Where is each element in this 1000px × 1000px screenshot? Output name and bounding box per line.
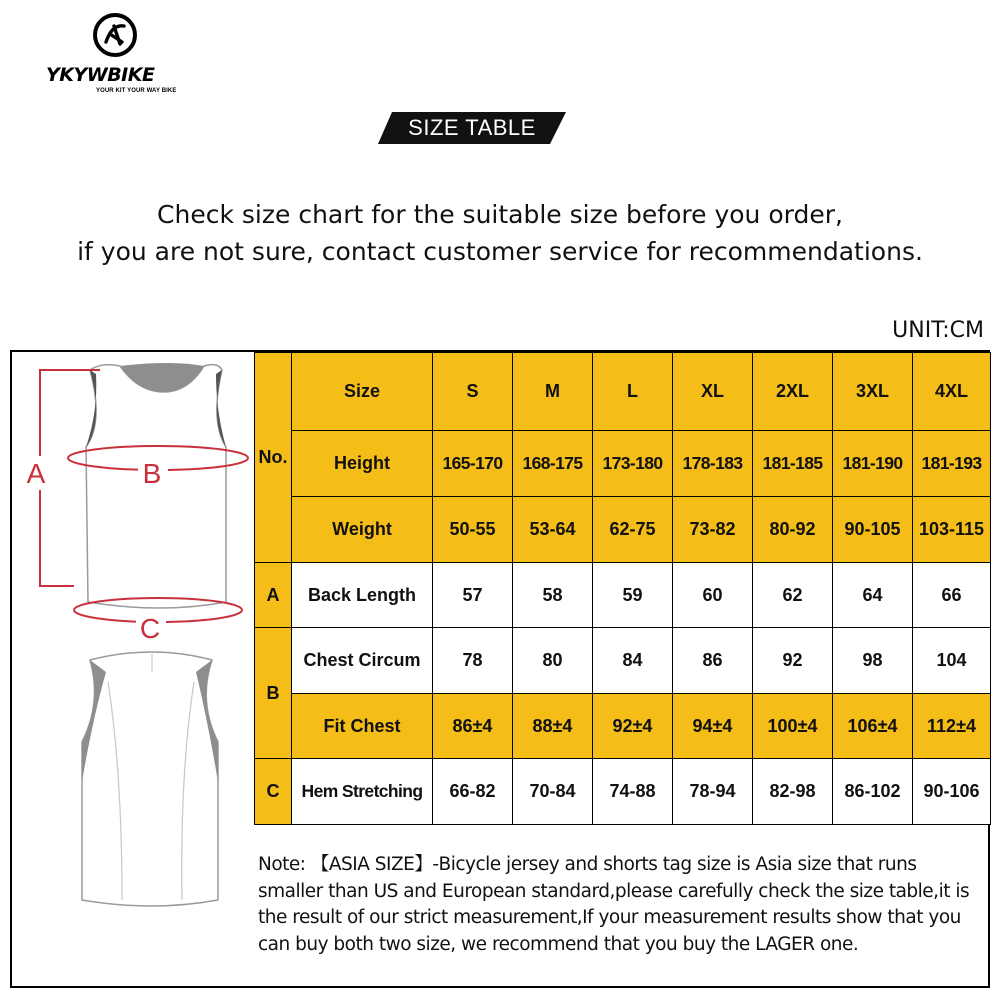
table-cell: 86 [673,628,753,694]
table-cell: 66-82 [433,759,513,825]
table-row-hem-stretching [255,759,991,825]
table-cell: 70-84 [513,759,593,825]
table-cell: 181-185 [753,431,833,497]
size-4xl: 4XL [913,353,991,431]
table-cell: 168-175 [513,431,593,497]
size-l: L [593,353,673,431]
size-s: S [433,353,513,431]
label-b: B [142,458,162,489]
label-c: C [139,613,161,644]
size-table [254,352,991,825]
table-cell: 92±4 [593,694,673,759]
table-cell: 88±4 [513,694,593,759]
note-line-4: can buy both two size, we recommend that you buy the LAGER one. [258,933,859,955]
table-cell: 90-106 [913,759,991,825]
table-cell: 80-92 [753,497,833,563]
table-row-height [255,431,991,497]
table-cell: 104 [913,628,991,694]
table-row-back-length [255,563,991,628]
table-cell: 173-180 [593,431,673,497]
table-cell: 112±4 [913,694,991,759]
table-cell: 59 [593,563,673,628]
table-cell: 84 [593,628,673,694]
row-label: Weight [292,497,433,563]
size-table-banner [378,112,566,144]
table-cell: 181-193 [913,431,991,497]
group-label-b: B [255,628,292,759]
brand-tagline: YOUR KIT YOUR WAY BIKE [96,88,177,94]
size-m: M [513,353,593,431]
bicycle-logo-icon [92,12,138,58]
row-label: Fit Chest [292,694,433,759]
size-3xl: 3XL [833,353,913,431]
intro-line-2: if you are not sure, contact customer service for recommendations. [77,237,923,266]
table-cell: 80 [513,628,593,694]
table-cell: 178-183 [673,431,753,497]
asia-size-note [258,852,984,958]
table-cell: 98 [833,628,913,694]
table-cell: 73-82 [673,497,753,563]
table-cell: 78 [433,628,513,694]
table-cell: 64 [833,563,913,628]
unit-label: UNIT:CM [892,318,984,343]
intro-line-1: Check size chart for the suitable size before you order, [157,200,843,229]
table-cell: 57 [433,563,513,628]
table-cell: 92 [753,628,833,694]
table-row-chest-circum [255,628,991,694]
group-label-a: A [255,563,292,628]
table-cell: 90-105 [833,497,913,563]
table-header-row [255,353,991,431]
table-cell: 165-170 [433,431,513,497]
row-label: Chest Circum [292,628,433,694]
size-xl: XL [673,353,753,431]
table-cell: 50-55 [433,497,513,563]
table-cell: 62 [753,563,833,628]
jersey-measurement-figure [12,352,252,986]
note-line-3: the result of our strict measurement,If your measurement results show that you [258,907,961,928]
brand-name: YKYWBIKE [46,64,155,86]
table-cell: 106±4 [833,694,913,759]
size-2xl: 2XL [753,353,833,431]
note-line-1: Note: 【ASIA SIZE】-Bicycle jersey and shorts tag size is Asia size that runs [258,854,917,875]
table-cell: 60 [673,563,753,628]
no-label: No. [255,353,292,563]
group-label-c: C [255,759,292,825]
brand-logo [40,8,190,98]
label-a: A [26,458,46,489]
table-cell: 100±4 [753,694,833,759]
table-cell: 181-190 [833,431,913,497]
table-cell: 94±4 [673,694,753,759]
table-cell: 78-94 [673,759,753,825]
table-row-weight [255,497,991,563]
table-cell: 86-102 [833,759,913,825]
note-line-2: smaller than US and European standard,please carefully check the size table,it is [258,880,970,902]
table-row-fit-chest [255,694,991,759]
table-cell: 74-88 [593,759,673,825]
table-cell: 86±4 [433,694,513,759]
table-cell: 62-75 [593,497,673,563]
row-label: Back Length [292,563,433,628]
size-header: Size [292,353,433,431]
table-cell: 58 [513,563,593,628]
table-cell: 103-115 [913,497,991,563]
table-cell: 66 [913,563,991,628]
table-cell: 82-98 [753,759,833,825]
row-label: Hem Stretching [292,759,433,825]
row-label: Height [292,431,433,497]
jersey-back-icon [82,652,218,906]
table-cell: 53-64 [513,497,593,563]
banner-label: SIZE TABLE [408,115,536,140]
